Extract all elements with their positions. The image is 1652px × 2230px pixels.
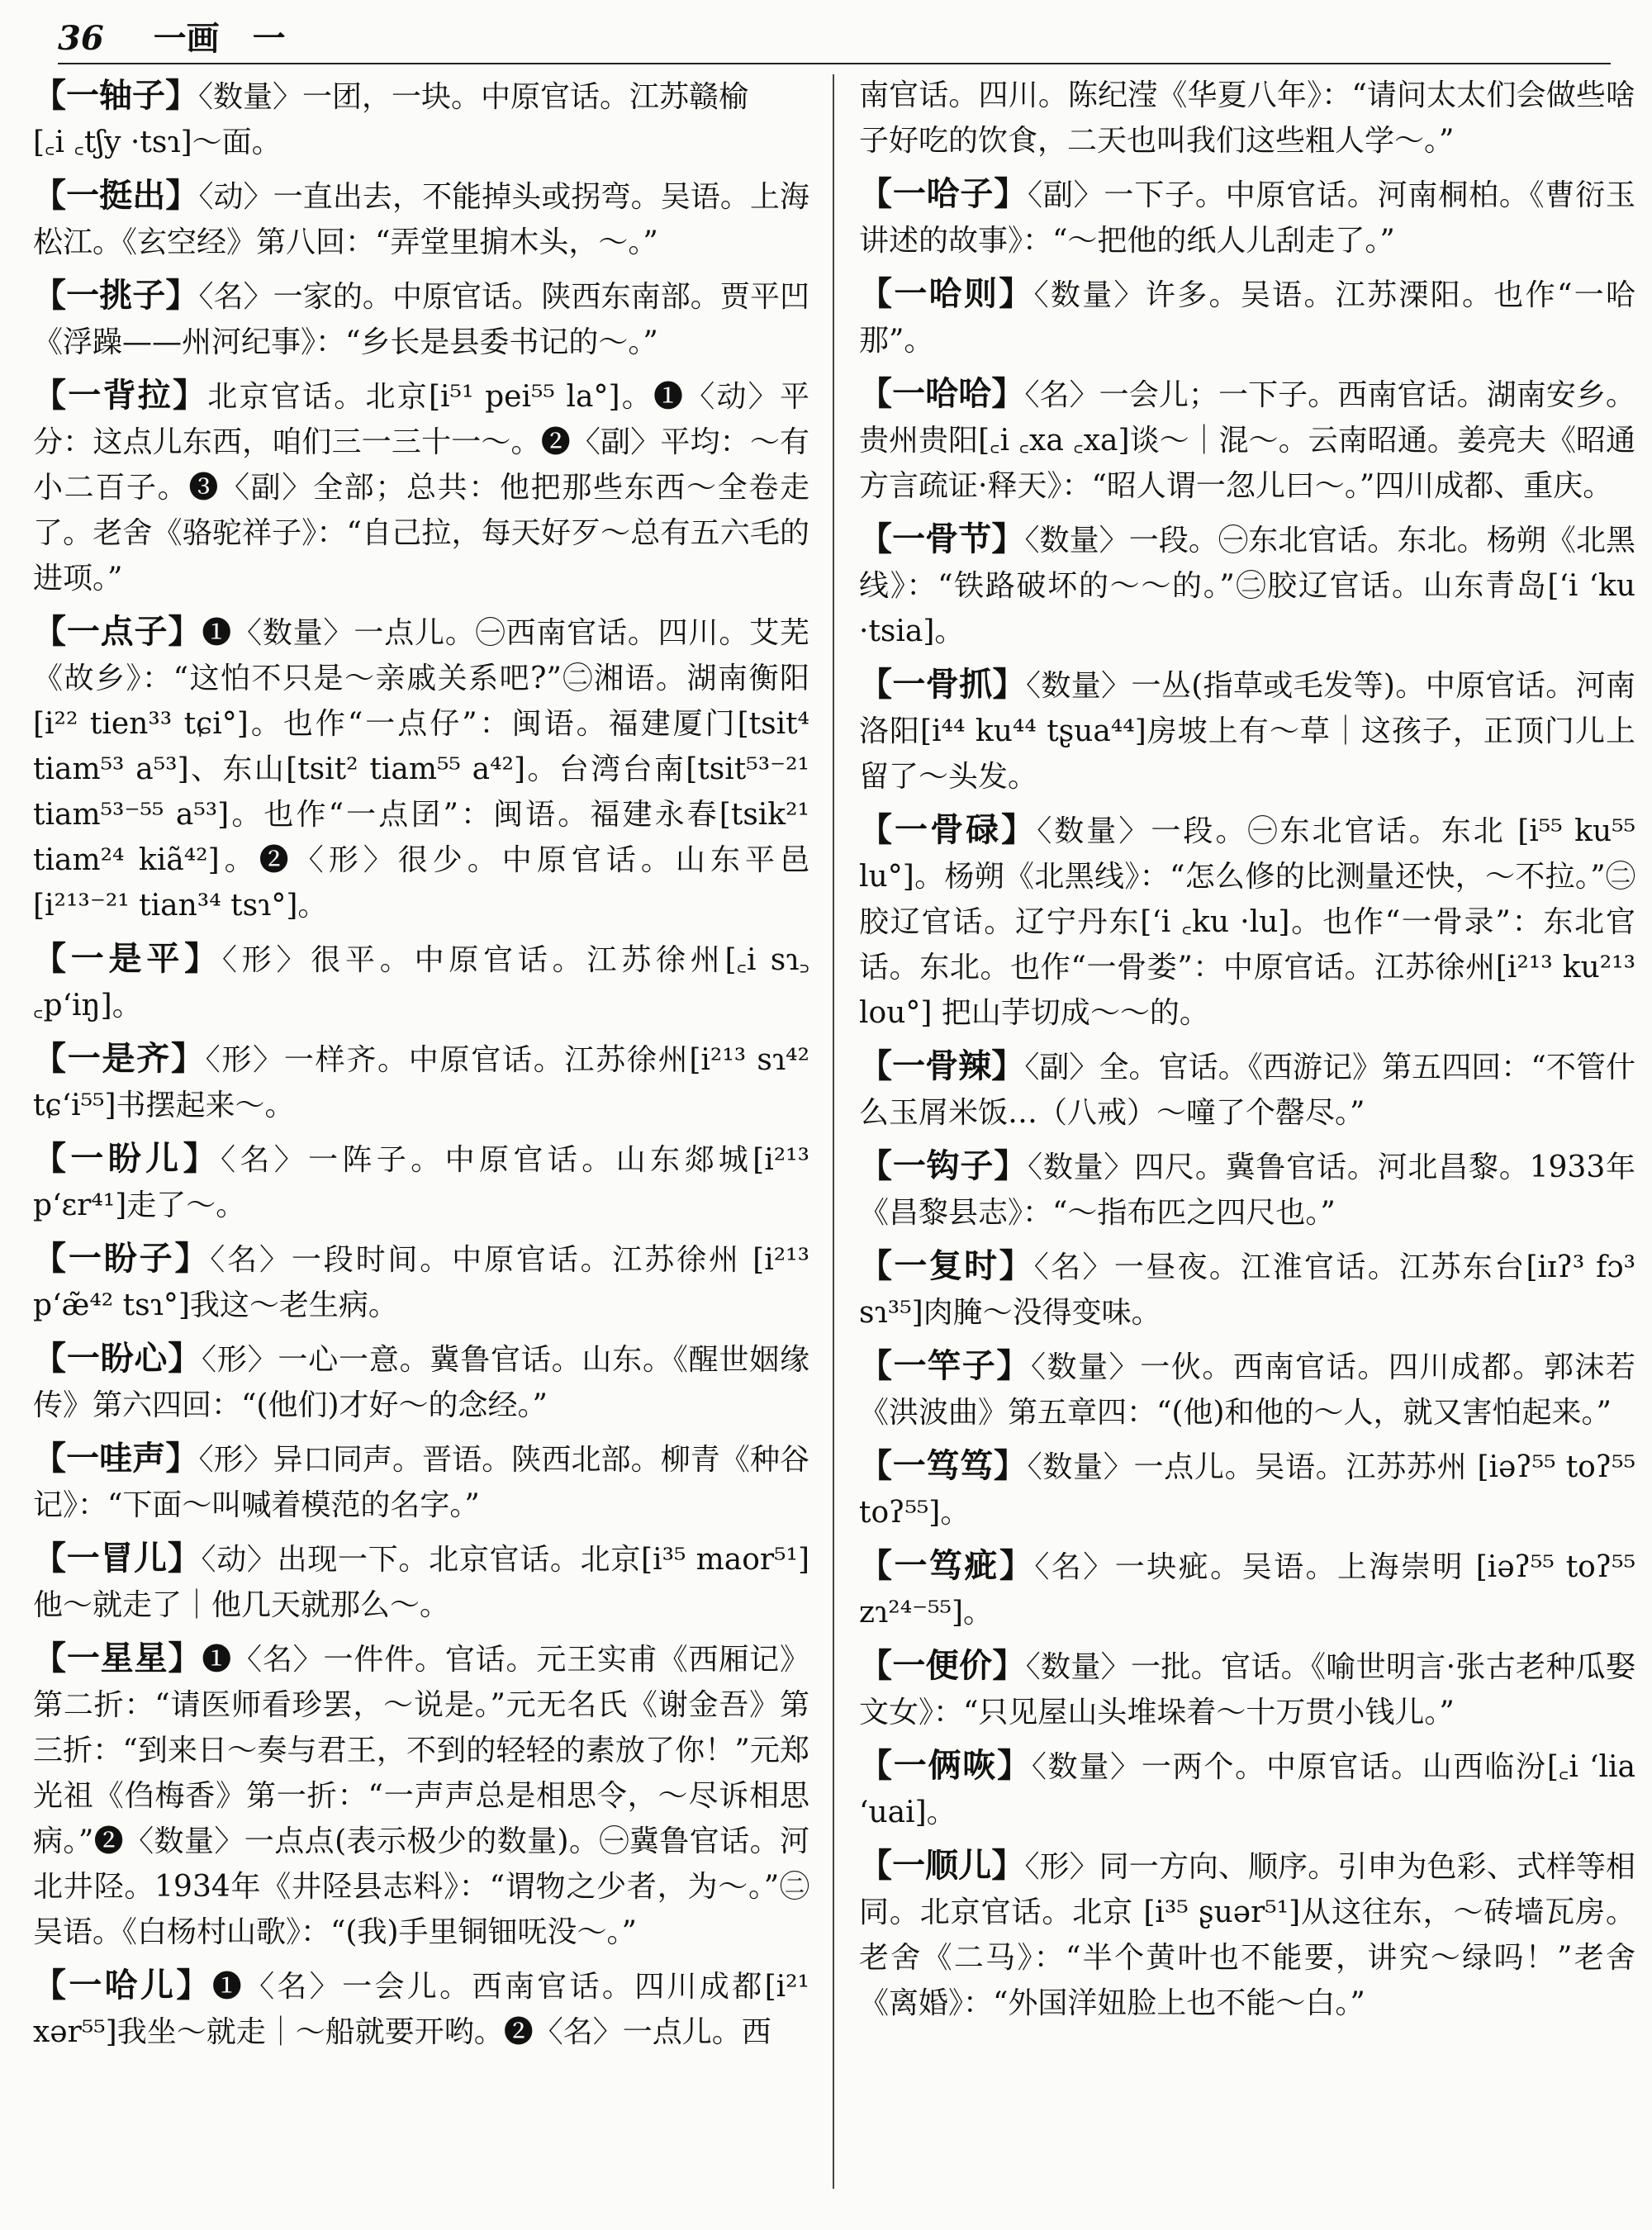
entry-definition: 〈动〉一直出去，不能掉头或拐弯。吴语。上海松江。《玄空经》第八回：“弄堂里掮木头，～。” (33, 180, 810, 259)
dictionary-entry (33, 1036, 809, 1128)
entry-headword: 【一复时】 (859, 1246, 1034, 1285)
entry-definition: 北京官话。北京[i⁵¹ pei⁵⁵ la°]。❶〈动〉平分：这点儿东西，咱们三一三十一～。❷〈副〉平均：～有小二百子。❸〈副〉全部；总共：他把那些东西～全卷走了。老舍《骆驼祥子》：“自己拉，每天好歹～总有五六毛的进项。” (33, 380, 810, 595)
left-column (33, 73, 809, 2062)
entry-headword: 【一星星】 (33, 1639, 202, 1677)
entry-headword: 【一哈儿】 (33, 1966, 212, 2005)
entry-headword: 【一挺出】 (33, 176, 199, 215)
entry-definition: 〈名〉一阵子。中原官话。山东郯城[i²¹³ pʻɛr⁴¹]走了～。 (33, 1143, 810, 1222)
entry-definition: 〈数量〉一伙。西南官话。四川成都。郭沫若《洪波曲》第五章四：“(他)和他的～人，就又害怕起来。” (859, 1350, 1636, 1430)
dictionary-entry (33, 1535, 809, 1628)
entry-headword: 【一哈哈】 (859, 374, 1025, 413)
dictionary-entry (859, 1343, 1635, 1435)
dictionary-entry (859, 1643, 1635, 1735)
entry-definition: 〈形〉异口同声。晋语。陕西北部。柳青《种谷记》：“下面～叫喊着模范的名字。” (33, 1443, 810, 1522)
dictionary-entry (33, 1962, 809, 2055)
entry-headword: 【一哈则】 (859, 274, 1034, 313)
dictionary-entry (859, 1543, 1635, 1635)
dictionary-entry (33, 1236, 809, 1328)
dictionary-entry (859, 1443, 1635, 1535)
dictionary-entry (33, 1336, 809, 1428)
entry-headword: 【一骨辣】 (859, 1046, 1025, 1085)
entry-definition: 〈名〉一块疵。吴语。上海崇明 [iəʔ⁵⁵ toʔ⁵⁵ zɿ²⁴⁻⁵⁵]。 (859, 1550, 1636, 1630)
dictionary-entry (33, 1435, 809, 1528)
entry-definition: 〈名〉一段时间。中原官话。江苏徐州 [i²¹³ pʻæ̃⁴² tsɿ°]我这～老生病。 (33, 1243, 810, 1322)
entry-headword: 【一轴子】 (33, 76, 198, 115)
entry-definition: 〈数量〉一段。㊀东北官话。东北 [i⁵⁵ ku⁵⁵ lu°]。杨朔《北黑线》：“怎么修的比测量还快，～不拉。”㊁胶辽官话。辽宁丹东[ʻi ꜀ku ·lu]。也作“一骨录”：东北官话。东北。也作“一骨娄”：中原官话。江苏徐州[i²¹³ ku²¹³ lou°] 把山芋切成～～的。 (859, 814, 1636, 1030)
dictionary-entry (859, 271, 1635, 363)
entry-headword: 【一哇声】 (33, 1439, 199, 1478)
entry-headword: 【一冒儿】 (33, 1539, 202, 1578)
dictionary-entry (33, 73, 809, 165)
dictionary-entry (859, 807, 1635, 1036)
entry-definition: 〈动〉出现一下。北京官话。北京[i³⁵ maor⁵¹]他～就走了｜他几天就那么～。 (33, 1543, 809, 1622)
entry-definition: 〈形〉很平。中原官话。江苏徐州[꜀i sɿ꜆ ꜀pʻiŋ]。 (33, 943, 810, 1022)
entry-headword: 【一盼儿】 (33, 1139, 221, 1178)
dictionary-entry (859, 171, 1635, 263)
entry-definition: 〈形〉同一方向、顺序。引申为色彩、式样等相同。北京官话。北京 [i³⁵ ʂuər⁵¹]从这往东，～砖墙瓦房。老舍《二马》：“半个黄叶也不能要，讲究～绿吗！”老舍《离婚》：“外国洋妞脸上也不能～白。” (859, 1850, 1636, 2020)
entry-definition: 〈形〉一样齐。中原官话。江苏徐州[i²¹³ sɿ⁴² tɕʻi⁵⁵]书摆起来～。 (33, 1043, 810, 1122)
dictionary-entry (33, 609, 809, 928)
dictionary-entry (859, 662, 1635, 799)
dictionary-entry (33, 173, 809, 265)
entry-definition: 〈名〉一会儿；一下子。西南官话。湖南安乡。贵州贵阳[꜀i ꜀xa ꜀xa]谈～｜混～。云南昭通。姜亮夫《昭通方言疏证·释天》：“昭人谓一忽儿曰～。”四川成都、重庆。 (859, 378, 1636, 503)
entry-headword: 【一是平】 (33, 939, 222, 978)
dictionary-entry (859, 1843, 1635, 2026)
entry-definition: ❶〈名〉一件件。官话。元王实甫《西厢记》第二折：“请医师看珍罢，～说是。”元无名氏《谢金吾》第三折：“到来日～奏与君王，不到的轻轻的素放了你！”元郑光祖《㑇梅香》第一折：“一声声总是相思令，～尽诉相思病。”❷〈数量〉一点点(表示极少的数量)。㊀冀鲁官话。河北井陉。1934年《井陉县志料》：“谓物之少者，为～。”㊁吴语。《白杨村山歌》：“(我)手里铜钿呒没～。” (33, 1643, 810, 1949)
entry-headword: 【一俩咴】 (859, 1746, 1032, 1785)
entry-definition: 〈形〉一心一意。冀鲁官话。山东。《醒世姻缘传》第六四回：“(他们)才好～的念经。” (33, 1343, 810, 1422)
entry-headword: 【一盼心】 (33, 1339, 202, 1378)
entry-headword: 【一便价】 (859, 1646, 1026, 1685)
entry-headword: 【一竿子】 (859, 1346, 1031, 1385)
dictionary-entry (859, 1143, 1635, 1236)
entry-definition: 〈数量〉一丛(指草或毛发等)。中原官话。河南洛阳[i⁴⁴ ku⁴⁴ tʂua⁴⁴]房坡上有～草｜这孩子，正顶门儿上留了～头发。 (859, 669, 1636, 794)
dictionary-entry (859, 371, 1635, 509)
entry-headword: 【一点子】 (33, 612, 202, 651)
entry-definition: 〈数量〉一点儿。吴语。江苏苏州 [iəʔ⁵⁵ toʔ⁵⁵ toʔ⁵⁵]。 (859, 1450, 1635, 1530)
entry-headword: 【一背拉】 (33, 376, 208, 415)
section-title: 一画 一 (153, 19, 286, 58)
entry-headword: 【一顺儿】 (859, 1846, 1025, 1885)
dictionary-entry (859, 73, 1635, 164)
entry-headword: 【一笃疵】 (859, 1546, 1035, 1585)
entry-headword: 【一骨抓】 (859, 665, 1026, 704)
entry-definition: 〈数量〉四尺。冀鲁官话。河北昌黎。1933年《昌黎县志》：“～指布匹之四尺也。” (859, 1151, 1636, 1230)
entry-headword: 【一盼子】 (33, 1239, 211, 1278)
entry-headword: 【一骨碌】 (859, 810, 1037, 849)
dictionary-entry (33, 936, 809, 1028)
entry-headword: 【一是齐】 (33, 1039, 206, 1078)
entry-definition: ❶〈名〉一会儿。西南官话。四川成都[i²¹ xər⁵⁵]我坐～就走｜～船就要开哟。❷〈名〉一点儿。西 (33, 1970, 809, 2049)
page-number: 36 (58, 19, 104, 58)
entry-definition: 〈副〉全。官话。《西游记》第五四回：“不管什么玉屑米饭…（八戒）～噇了个罄尽。” (859, 1051, 1636, 1130)
entry-definition: 〈数量〉一两个。中原官话。山西临汾[꜀i ʻlia ʻuai]。 (859, 1750, 1635, 1829)
dictionary-entry (859, 1743, 1635, 1835)
entry-definition: 〈副〉一下子。中原官话。河南桐柏。《曹衍玉讲述的故事》：“～把他的纸人儿刮走了。” (859, 178, 1636, 258)
entry-definition: 〈数量〉一批。官话。《喻世明言·张古老种瓜娶文女》：“只见屋山头堆垛着～十万贯小钱儿。” (859, 1650, 1636, 1729)
dictionary-entry (859, 1043, 1635, 1136)
entry-definition: 〈数量〉许多。吴语。江苏溧阳。也作“一哈那”。 (859, 278, 1636, 358)
entry-headword: 【一笃笃】 (859, 1446, 1028, 1485)
page-header (58, 15, 1611, 64)
entry-definition: 南官话。四川。陈纪滢《华夏八年》：“请问太太们会做些啥子好吃的饮食，二天也叫我们这些粗人学～。” (859, 78, 1635, 158)
entry-headword: 【一挑子】 (33, 276, 199, 315)
dictionary-entry (33, 273, 809, 365)
right-column (859, 73, 1635, 2033)
column-divider (833, 74, 834, 2189)
entry-definition: ❶〈数量〉一点儿。㊀西南官话。四川。艾芜《故乡》：“这怕不只是～亲戚关系吧?”㊁湘语。湖南衡阳[i²² tien³³ tɕi°]。也作“一点仔”：闽语。福建厦门[tsit⁴ tiam⁵³ a⁵³]、东山[tsit² tiam⁵⁵ a⁴²]。台湾台南[tsit⁵³⁻²¹ tiam⁵³⁻⁵⁵ a⁵³]。也作“一点囝”：闽语。福建永春[tsik²¹ tiam²⁴ kiã⁴²]。❷〈形〉很少。中原官话。山东平邑[i²¹³⁻²¹ tian³⁴ tsɿ°]。 (33, 616, 810, 923)
entry-definition: 〈数量〉一段。㊀东北官话。东北。杨朔《北黑线》：“铁路破坏的～～的。”㊁胶辽官话。山东青岛[ʻi ʻku ·tsia]。 (859, 524, 1636, 648)
dictionary-entry (33, 1136, 809, 1228)
entry-definition: 〈名〉一昼夜。江淮官话。江苏东台[iɪʔ³ fɔ³ sɿ³⁵]肉腌～没得变味。 (859, 1250, 1636, 1330)
dictionary-entry (33, 372, 809, 601)
entry-definition: 〈名〉一家的。中原官话。陕西东南部。贾平凹《浮躁——州河纪事》：“乡长是县委书记的～。” (33, 280, 810, 359)
entry-headword: 【一哈子】 (859, 174, 1028, 213)
dictionary-entry (859, 1243, 1635, 1336)
entry-headword: 【一钩子】 (859, 1146, 1028, 1185)
dictionary-entry (33, 1635, 809, 1955)
entry-definition: 〈数量〉一团，一块。中原官话。江苏赣榆 [꜀i ꜀tʃy ·tsɿ]～面。 (33, 80, 749, 159)
dictionary-entry (859, 516, 1635, 654)
entry-headword: 【一骨节】 (859, 520, 1025, 558)
